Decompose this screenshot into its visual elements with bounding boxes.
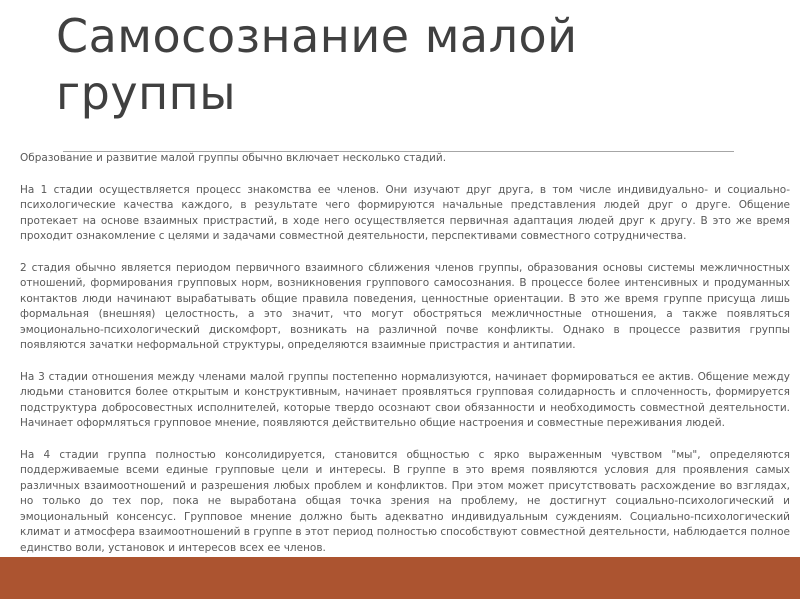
paragraph-stage-3: На 3 стадии отношения между членами малой группы постепенно нормализуются, начинает формироваться ее актив. Общение между людьми становится более открытым и конструктивным, начинает проявляться групповая солидарность и сплоченность, формируется подструктура добросовестных исполнителей, которые твердо осознают свои обязанности и необходимость совместной деятельности. Начинает оформляться групповое мнение, появляются действительно общие настроения и совместные переживания людей. xyxy=(20,370,790,429)
paragraph-stage-1: На 1 стадии осуществляется процесс знакомства ее членов. Они изучают друг друга, в том числе индивидуально- и социально-психологические качества каждого, в результате чего формируются начальные представления людей друг о друге. Общение протекает на основе взаимных пристрастий, в ходе него осуществляется первичная адаптация людей друг к другу. В это же время проходит ознакомление с целями и задачами совместной деятельности, перспективами совместного сотрудничества. xyxy=(20,183,790,242)
paragraph-intro: Образование и развитие малой группы обычно включает несколько стадий. xyxy=(20,152,447,164)
slide-body xyxy=(20,151,790,572)
paragraph-stage-2: 2 стадия обычно является периодом первичного взаимного сближения членов группы, образования основы системы межличностных отношений, формирования групповых норм, возникновения группового самосознания. В процессе более интенсивных и продуманных контактов люди начинают вырабатывать общие правила поведения, ценностные ориентации. В это же время группе присуща лишь формальная (внешняя) целостность, а это значит, что могут обостряться межличностные отношения, а также появляться эмоционально-психологический дискомфорт, возникать на различной почве конфликты. Однако в процессе развития группы появляются зачатки неформальной структуры, определяются взаимные пристрастия и антипатии. xyxy=(20,261,790,351)
slide-title: Самосознание малой группы xyxy=(56,9,578,120)
paragraph-stage-4: На 4 стадии группа полностью консолидируется, становится общностью с ярко выраженным чувством "мы", определяются поддерживаемые всеми единые групповые цели и интересы. В группе в это время появляются условия для проявления самых различных взаимоотношений и разрешения любых проблем и конфликтов. При этом может присутствовать расхождение во взглядах, но только до тех пор, пока не выработана общая точка зрения на проблему, не достигнут социально-психологический и эмоциональный консенсус. Групповое мнение должно быть адекватно индивидуальным суждениям. Социально-психологический климат и атмосфера взаимоотношений в группе в этот период полностью способствуют совместной деятельности, наблюдается полное единство воли, установок и интересов всех ее членов. xyxy=(20,448,790,554)
footer-accent-band xyxy=(0,557,800,599)
